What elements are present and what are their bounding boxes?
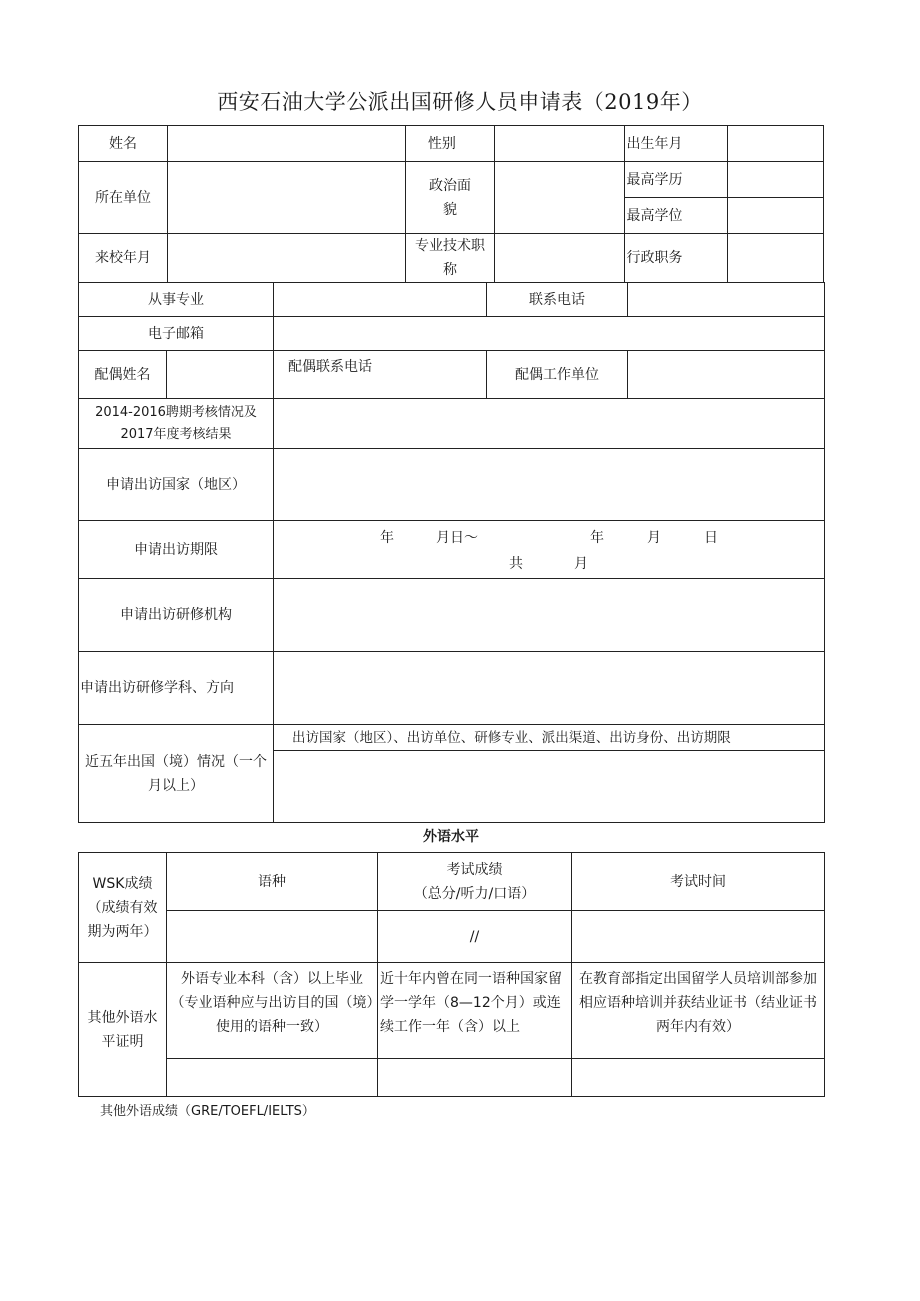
highest-edu-field[interactable]: [727, 162, 823, 198]
major-label: 从事专业: [79, 283, 274, 317]
admin-post-label: 行政职务: [624, 234, 727, 283]
period-total-month: 月: [574, 555, 588, 572]
language-table: [78, 852, 825, 1097]
other-field-3[interactable]: [572, 1059, 825, 1097]
tech-title-field[interactable]: [494, 234, 624, 283]
other-option-abroad: 近十年内曾在同一语种国家留学一学年（8—12个月）或连续工作一年（含）以上: [378, 963, 572, 1059]
history-header: 出访国家（地区）、出访单位、研修专业、派出渠道、出访身份、出访期限: [274, 725, 825, 751]
period-total: 共: [509, 555, 523, 572]
period-year1: 年: [380, 529, 394, 546]
wsk-label: WSK成绩（成绩有效期为两年）: [79, 853, 167, 963]
time-col-header: 考试时间: [572, 853, 825, 911]
spouse-name-field[interactable]: [167, 351, 274, 399]
highest-degree-label: 最高学位: [624, 198, 727, 234]
spouse-unit-field[interactable]: [628, 351, 825, 399]
spouse-phone-label: 配偶联系电话: [274, 351, 487, 399]
period-label: 申请出访期限: [79, 521, 274, 579]
highest-edu-label: 最高学历: [624, 162, 727, 198]
highest-degree-field[interactable]: [727, 198, 823, 234]
other-scores-note: 其他外语成绩（GRE/TOEFL/IELTS）: [100, 1104, 315, 1119]
personal-info-table: [78, 125, 824, 283]
gender-label: 性别: [405, 126, 494, 162]
birth-field[interactable]: [727, 126, 823, 162]
subject-label: 申请出访研修学科、方向: [79, 652, 274, 725]
period-month2: 月: [647, 529, 661, 546]
email-label: 电子邮箱: [79, 317, 274, 351]
gender-field[interactable]: [494, 126, 624, 162]
time-field[interactable]: [572, 911, 825, 963]
spouse-unit-label: 配偶工作单位: [487, 351, 628, 399]
phone-label: 联系电话: [487, 283, 628, 317]
assessment-field[interactable]: [274, 399, 825, 449]
arrival-field[interactable]: [168, 234, 406, 283]
phone-field[interactable]: [628, 283, 825, 317]
institution-field[interactable]: [274, 579, 825, 652]
name-field[interactable]: [168, 126, 406, 162]
spouse-name-label: 配偶姓名: [79, 351, 167, 399]
institution-label: 申请出访研修机构: [79, 579, 274, 652]
subject-field[interactable]: [274, 652, 825, 725]
other-option-training: 在教育部指定出国留学人员培训部参加相应语种培训并获结业证书（结业证书两年内有效）: [572, 963, 825, 1059]
page-title: 西安石油大学公派出国研修人员申请表（2019年）: [217, 90, 703, 114]
political-field[interactable]: [494, 162, 624, 234]
other-field-1[interactable]: [167, 1059, 378, 1097]
period-field[interactable]: [274, 521, 825, 579]
score-field[interactable]: //: [378, 911, 572, 963]
period-month-day1: 月日～: [436, 529, 478, 546]
score-col-line2: （总分/听力/口语）: [413, 885, 536, 902]
unit-label: 所在单位: [79, 162, 168, 234]
arrival-label: 来校年月: [79, 234, 168, 283]
country-field[interactable]: [274, 449, 825, 521]
email-field[interactable]: [274, 317, 825, 351]
name-label: 姓名: [79, 126, 168, 162]
lang-col-header: 语种: [167, 853, 378, 911]
period-year2: 年: [590, 529, 604, 546]
tech-title-label: 专业技术职称: [405, 234, 494, 283]
history-label: 近五年出国（境）情况（一个月以上）: [79, 725, 274, 823]
political-label: 政治面貌: [405, 162, 494, 234]
other-field-2[interactable]: [378, 1059, 572, 1097]
other-option-major: 外语专业本科（含）以上毕业（专业语种应与出访目的国（境）使用的语种一致）: [167, 963, 378, 1059]
lang-field[interactable]: [167, 911, 378, 963]
assessment-label: 2014-2016聘期考核情况及2017年度考核结果: [79, 399, 274, 449]
country-label: 申请出访国家（地区）: [79, 449, 274, 521]
score-col-line1: 考试成绩: [446, 861, 503, 878]
history-field[interactable]: [274, 751, 825, 823]
language-section-title: 外语水平: [423, 829, 479, 845]
birth-label: 出生年月: [624, 126, 727, 162]
major-field[interactable]: [274, 283, 487, 317]
other-proof-label: 其他外语水平证明: [79, 963, 167, 1097]
admin-post-field[interactable]: [727, 234, 823, 283]
unit-field[interactable]: [168, 162, 406, 234]
period-day2: 日: [704, 529, 718, 546]
score-col-header: [378, 853, 572, 911]
application-table: [78, 282, 825, 823]
